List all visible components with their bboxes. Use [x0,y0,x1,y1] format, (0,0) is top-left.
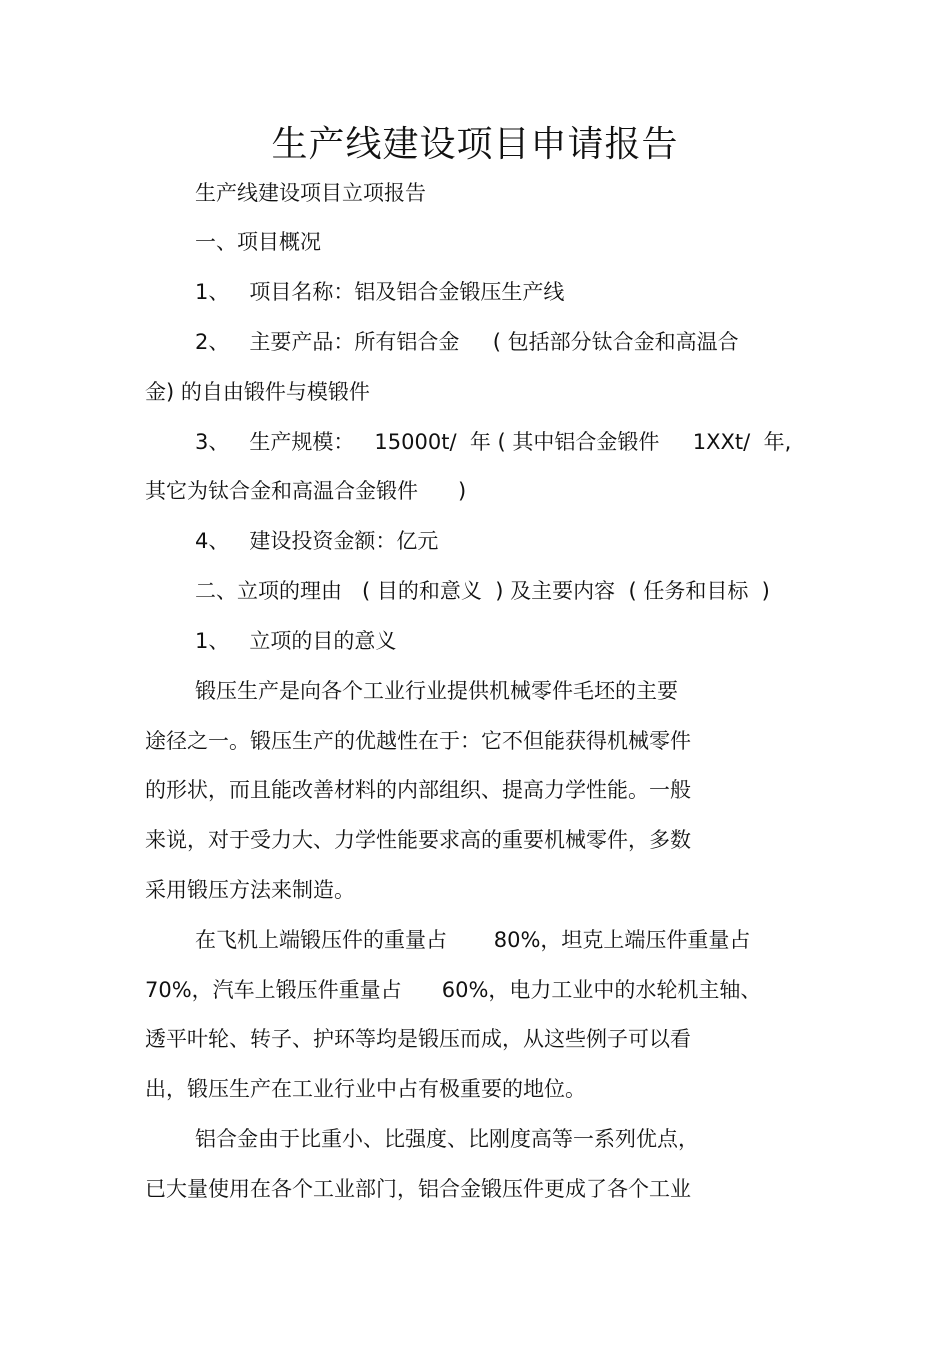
paragraph-line: 来说，对于受力大、力学性能要求高的重要机械零件，多数 [145,828,691,852]
paragraph-line: 已大量使用在各个工业部门，铝合金锻压件更成了各个工业 [145,1177,691,1201]
paragraph-line: 出，锻压生产在工业行业中占有极重要的地位。 [145,1077,586,1101]
paragraph-line: 的形状，而且能改善材料的内部组织、提高力学性能。一般 [145,778,691,802]
paragraph-line: 在飞机上端锻压件的重量占 80%，坦克上端压件重量占 [195,928,751,952]
list-item: 3、 生产规模： 15000t/ 年 ( 其中铝合金锻件 1XXt/ 年, [195,430,792,454]
list-item: 4、 建设投资金额：亿元 [195,529,439,553]
paragraph-line: 70%，汽车上锻压件重量占 60%，电力工业中的水轮机主轴、 [145,978,762,1002]
list-item-continued: 金) 的自由锻件与模锻件 [145,380,370,404]
paragraph-line: 锻压生产是向各个工业行业提供机械零件毛坯的主要 [195,679,678,703]
list-item-continued: 其它为钛合金和高温合金锻件 ) [145,479,467,503]
subsection-heading: 1、 立项的目的意义 [195,629,397,653]
paragraph-line: 采用锻压方法来制造。 [145,878,355,902]
section-heading: 一、项目概况 [195,230,321,254]
list-item: 1、 项目名称：铝及铝合金锻压生产线 [195,280,565,304]
paragraph-line: 铝合金由于比重小、比强度、比刚度高等一系列优点， [195,1127,699,1151]
paragraph-line: 途径之一。锻压生产的优越性在于：它不但能获得机械零件 [145,729,691,753]
section-heading: 二、立项的理由 ( 目的和意义 ) 及主要内容 ( 任务和目标 ) [195,579,770,603]
list-item: 2、 主要产品：所有铝合金 ( 包括部分钛合金和高温合 [195,330,739,354]
paragraph-line: 透平叶轮、转子、护环等均是锻压而成，从这些例子可以看 [145,1027,691,1051]
document-title: 生产线建设项目申请报告 [271,124,679,165]
subtitle: 生产线建设项目立项报告 [195,181,426,205]
